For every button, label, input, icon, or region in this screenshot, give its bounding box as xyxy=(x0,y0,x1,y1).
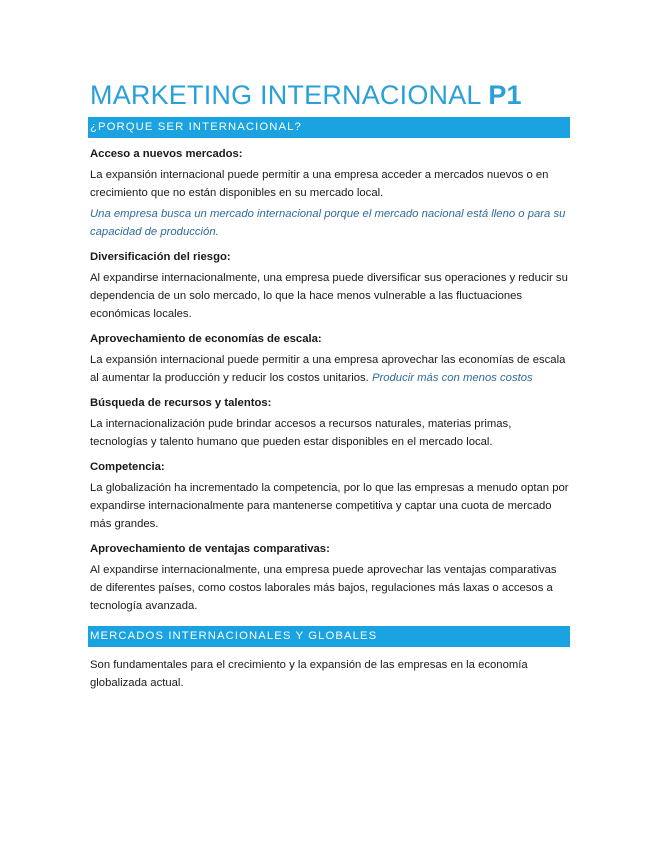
heading-diversificacion: Diversificación del riesgo: xyxy=(90,251,231,263)
heading-recursos: Búsqueda de recursos y talentos: xyxy=(90,397,272,409)
title-main: MARKETING INTERNACIONAL xyxy=(90,80,489,110)
paragraph-competencia: La globalización ha incrementado la competencia, por lo que las empresas a menudo optan por expandirse internacionalmente para mantenerse competitiva y captar una cuota de mercado más grandes. xyxy=(90,482,569,530)
heading-economias-escala: Aprovechamiento de economías de escala: xyxy=(90,333,322,345)
paragraph-recursos: La internacionalización pude brindar accesos a recursos naturales, materias primas, tecnologías y talento humano que pueden estar disponibles en el mercado local. xyxy=(90,418,512,448)
section-heading-mercados: MERCADOS INTERNACIONALES Y GLOBALES xyxy=(88,626,570,647)
heading-ventajas: Aprovechamiento de ventajas comparativas: xyxy=(90,543,330,555)
paragraph-economias-escala xyxy=(90,351,570,387)
paragraph-ventajas: Al expandirse internacionalmente, una empresa puede aprovechar las ventajas comparativas de diferentes países, como costos laborales más bajos, regulaciones más laxas o accesos a tecnología avanzada. xyxy=(90,564,557,612)
document-content xyxy=(90,76,570,695)
note-economias: Producir más con menos costos xyxy=(371,372,533,384)
paragraph-economias-body: La expansión internacional puede permitir a una empresa aprovechar las economías de escala al aumentar la producción y reducir los costos unitarios. xyxy=(90,354,566,384)
title-suffix: P1 xyxy=(488,80,522,110)
note-acceso: Una empresa busca un mercado internacional porque el mercado nacional está lleno o para su capacidad de producción. xyxy=(90,208,566,238)
page-title xyxy=(90,76,570,114)
paragraph-acceso: La expansión internacional puede permitir a una empresa acceder a mercados nuevos o en crecimiento que no están disponibles en su mercado local. xyxy=(90,169,549,199)
heading-acceso: Acceso a nuevos mercados: xyxy=(90,148,243,160)
heading-competencia: Competencia: xyxy=(90,461,165,473)
paragraph-mercados: Son fundamentales para el crecimiento y la expansión de las empresas en la economía globalizada actual. xyxy=(90,659,528,689)
paragraph-diversificacion: Al expandirse internacionalmente, una empresa puede diversificar sus operaciones y reducir su dependencia de un solo mercado, lo que la hace menos vulnerable a las fluctuaciones económicas locales. xyxy=(90,272,568,320)
section-heading-porque: ¿PORQUE SER INTERNACIONAL? xyxy=(88,117,570,138)
